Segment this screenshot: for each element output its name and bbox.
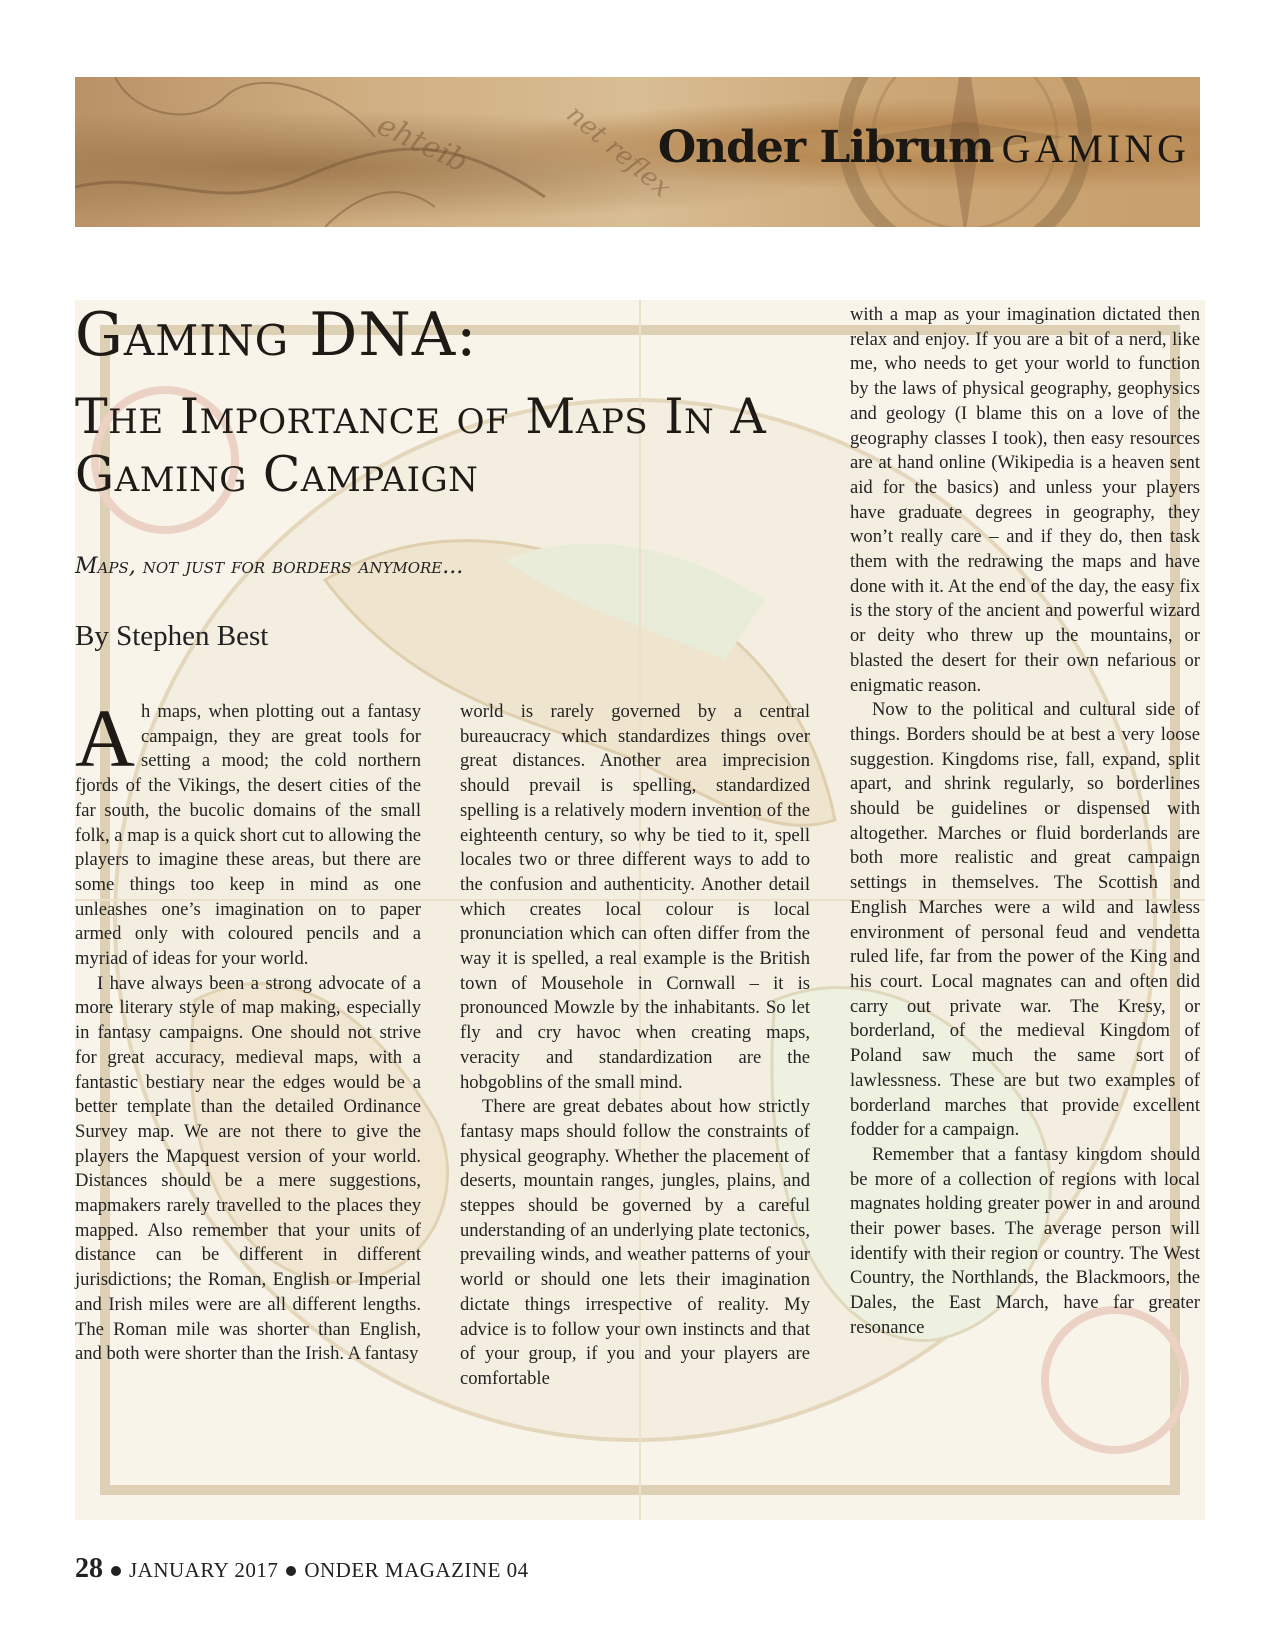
drop-cap: A bbox=[75, 692, 135, 784]
paragraph bbox=[75, 692, 421, 972]
article-byline: By Stephen Best bbox=[75, 620, 269, 652]
header-banner bbox=[75, 77, 1200, 227]
article-column-2 bbox=[460, 700, 810, 1392]
paragraph-text: h maps, when plotting out a fantasy campaign, they are great tools for setting a mood; the cold northern fjords of the Vikings, the desert cities of the far south, the bucolic domains of the small folk, a map is a quick short cut to allowing the players to imagine these areas, but there are some things too keep in mind as one unleashes one’s imagination on to paper armed only with coloured pencils and a myriad of ideas for your world. bbox=[75, 701, 421, 970]
section-label: GAMING bbox=[1001, 126, 1190, 171]
bullet-icon bbox=[111, 1566, 121, 1576]
article-title: Gaming DNA: bbox=[75, 300, 478, 370]
article-column-1 bbox=[75, 692, 421, 1367]
svg-text:net reflex: net reflex bbox=[560, 99, 677, 204]
brand-name: Onder Librum bbox=[657, 122, 994, 173]
svg-text:ehteib: ehteib bbox=[371, 107, 474, 180]
paragraph: There are great debates about how strictly fantasy maps should follow the constraints of physical geography. Whether the placement of deserts, mountain ranges, jungles, plains, and steppes should be governed by a careful understanding of an underlying plate tectonics, prevailing winds, and weather patterns of your world or should one lets their imagination dictate things irrespective of reality. My advice is to follow your own instincts and that of your group, if you and your players are comfortable bbox=[460, 1096, 810, 1389]
paragraph: Now to the political and cultural side of things. Borders should be at best a very loose suggestion. Kingdoms rise, fall, expand, split apart, and shrink regularly, so borderlines should be guidelines or dispensed with altogether. Marches or fluid borderlands are both more realistic and great campaign settings in themselves. The Scottish and English Marches were a wild and lawless environment of personal feud and vendetta ruled life, far from the power of the King and his court. Local magnates can and often did carry out private war. The Kresy, or borderland, of the medieval Kingdom of Poland saw much the same sort of lawlessness. These are but two examples of borderland marches that provide excellent fodder for a campaign. bbox=[850, 699, 1200, 1141]
banner-title bbox=[658, 122, 1190, 173]
paragraph: with a map as your imagination dictated then relax and enjoy. If you are a bit of a nerd, like me, who needs to get your world to function by the laws of physical geography, geophysics and geology (I blame this on a love of the geography classes I took), then easy resources are at hand online (Wikipedia is a heaven sent aid for the basics) and unless your players have graduate degrees in geography, they won’t really care – and if they do, then task them with the redrawing the maps and have done with it. At the end of the day, the easy fix is the story of the ancient and powerful wizard or deity who threw up the mountains, or blasted the desert for their own nefarious or enigmatic reason. bbox=[850, 304, 1200, 696]
article-column-3 bbox=[850, 303, 1200, 1341]
page-number: 28 bbox=[75, 1553, 103, 1584]
paragraph: world is rarely governed by a central bureaucracy which standardizes things over great distances. Another area imprecision should prevail is spelling, standardized spelling is a relatively modern invention of the eighteenth century, so why be tied to it, spell locales two or three different ways to add to the confusion and authenticity. Another detail which creates local colour is local pronunciation which can often differ from the way it is spelled, a real example is the British town of Mousehole in Cornwall – it is pronounced Mowzle by the inhabitants. So let fly and cry havoc when creating maps, veracity and standardization are the hobgoblins of the small mind. bbox=[460, 701, 810, 1093]
article-subtitle: Maps, not just for borders anymore... bbox=[75, 554, 464, 579]
paragraph: Remember that a fantasy kingdom should be more of a collection of regions with local magnates holding greater power in and around their power bases. The average person will identify with their region or country. The West Country, the Northlands, the Blackmoors, the Dales, the East March, have far greater resonance bbox=[850, 1143, 1200, 1338]
magazine-name: ONDER MAGAZINE 04 bbox=[304, 1558, 529, 1582]
page-footer bbox=[75, 1553, 529, 1585]
article-title-line-2: The Importance of Maps In A Gaming Campaign bbox=[75, 388, 767, 503]
issue-date: JANUARY 2017 bbox=[129, 1558, 279, 1582]
paragraph: I have always been a strong advocate of a more literary style of map making, especially in fantasy campaigns. One should not strive for great accuracy, medieval maps, with a fantastic bestiary near the edges would be a better template than the detailed Ordinance Survey map. We are not there to give the players the Mapquest version of your world. Distances should be a mere suggestions, mapmakers rarely travelled to the places they mapped. Also remember that your units of distance can be different in different jurisdictions; the Roman, English or Imperial and Irish miles were are all different lengths. The Roman mile was shorter than English, and both were shorter than the Irish. A fantasy bbox=[75, 972, 421, 1365]
bullet-icon bbox=[286, 1566, 296, 1576]
